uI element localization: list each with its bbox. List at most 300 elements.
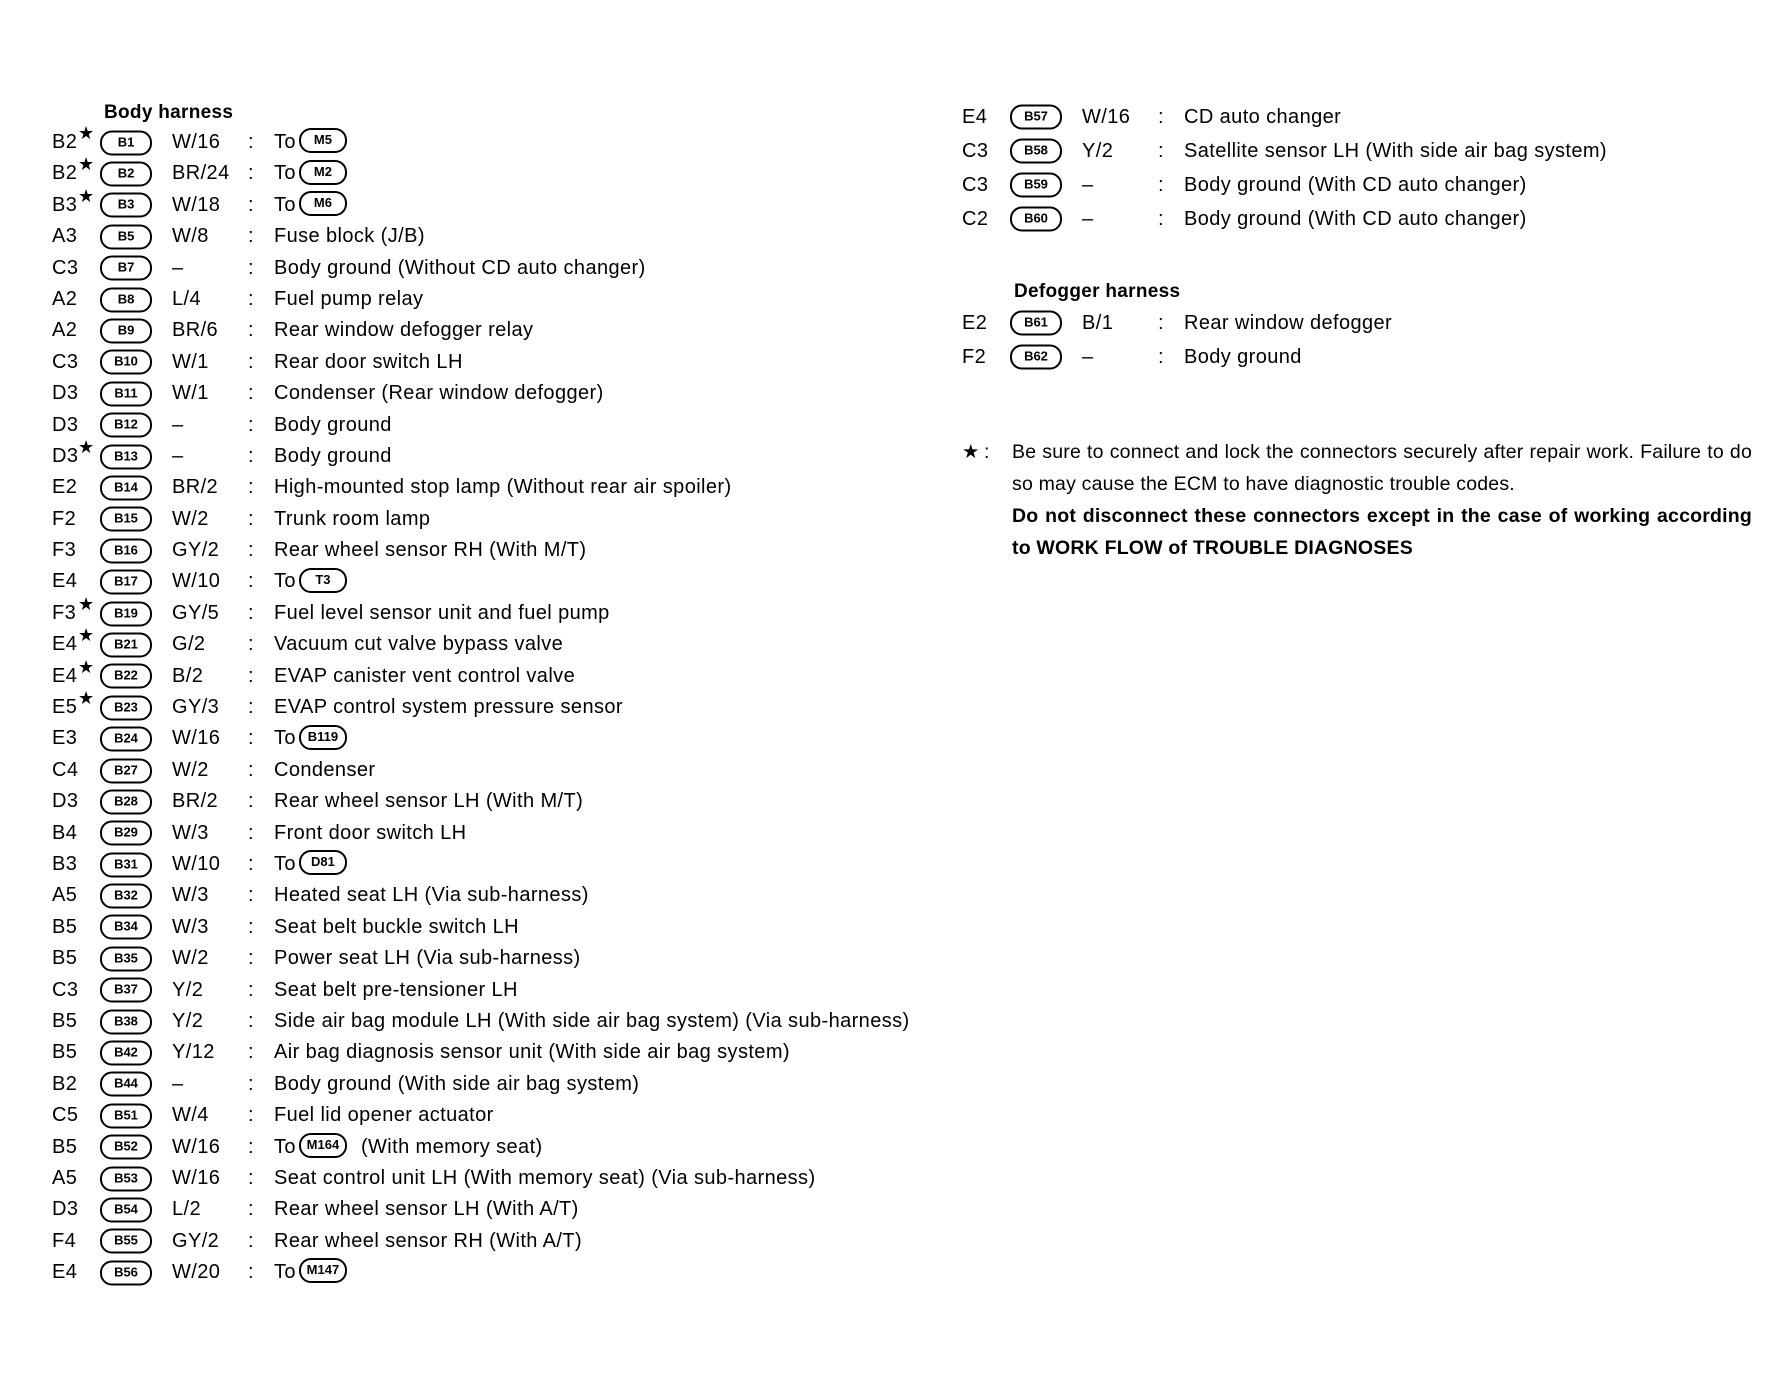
connector-row [52, 1132, 1012, 1163]
connector-row [52, 221, 1012, 252]
destination [1184, 340, 1302, 374]
wire-spec: GY/2 [172, 539, 220, 562]
connector-number: B60 [1010, 207, 1062, 232]
connector-number: B55 [100, 1229, 152, 1254]
destination [274, 566, 347, 597]
destination [274, 692, 623, 723]
destination-text: Body ground (With CD auto changer) [1184, 208, 1527, 230]
separator: : [1158, 312, 1164, 334]
destination-connector: B119 [299, 725, 347, 750]
separator: : [248, 193, 254, 216]
grid-location: E5 [52, 696, 78, 719]
connector-row [52, 912, 1012, 943]
separator: : [248, 162, 254, 185]
connector-number: B22 [100, 664, 152, 689]
wire-spec: BR/6 [172, 319, 219, 342]
grid-location: E4 [962, 106, 988, 128]
destination [274, 284, 423, 315]
connector-row [52, 436, 1012, 472]
grid-location: C4 [52, 758, 79, 781]
connector-number: B57 [1010, 105, 1062, 130]
grid-location: C3 [52, 350, 79, 373]
destination [274, 880, 589, 911]
connector-number: B2 [100, 162, 152, 187]
wire-spec: W/1 [172, 350, 209, 373]
separator: : [248, 947, 254, 970]
destination-text: Rear wheel sensor RH (With A/T) [274, 1229, 583, 1252]
separator: : [1158, 174, 1164, 196]
grid-location: D3 [52, 1198, 79, 1221]
grid-location: B5 [52, 915, 78, 938]
separator: : [1158, 140, 1164, 162]
wire-spec: W/1 [172, 382, 209, 405]
destination [274, 943, 581, 974]
destination-text: Rear window defogger [1184, 312, 1393, 334]
destination-text: Vacuum cut valve bypass valve [274, 633, 564, 656]
separator: : [248, 1198, 254, 1221]
connector-row [52, 1069, 1012, 1100]
connector-number: B8 [100, 287, 152, 312]
star-icon: ★ [78, 593, 95, 614]
destination [1184, 168, 1527, 202]
connector-row [52, 818, 1012, 849]
wire-spec: G/2 [172, 633, 206, 656]
destination [1184, 100, 1341, 134]
star-icon: ★ [962, 441, 980, 463]
separator: : [248, 476, 254, 499]
wire-spec: W/2 [172, 507, 209, 530]
wire-spec: W/16 [172, 131, 221, 153]
connector-number: B15 [100, 507, 152, 532]
destination [274, 472, 732, 503]
body-harness-list [52, 99, 1012, 1288]
separator: : [248, 915, 254, 938]
wire-spec: W/16 [172, 727, 221, 750]
grid-location: B5 [52, 1041, 78, 1064]
separator: : [248, 1009, 254, 1032]
separator: : [248, 696, 254, 719]
grid-location: F3 [52, 601, 77, 624]
defogger-harness-title: Defogger harness [1014, 281, 1181, 302]
destination-text: Fuse block (J/B) [274, 225, 425, 248]
destination [274, 786, 583, 817]
grid-location: E4 [52, 570, 78, 593]
destination-text: Body ground (With CD auto changer) [1184, 174, 1527, 196]
connector-row [962, 168, 1762, 202]
destination [274, 535, 586, 566]
connector-row [52, 472, 1012, 503]
connector-row [52, 284, 1012, 315]
wire-spec: L/2 [172, 1198, 202, 1221]
connector-row [52, 1037, 1012, 1068]
grid-location: E2 [52, 476, 78, 499]
destination-text: Rear door switch LH [274, 350, 463, 373]
separator: : [1158, 106, 1164, 128]
destination-text: High-mounted stop lamp (Without rear air spoiler) [274, 476, 732, 499]
wire-spec: W/3 [172, 821, 209, 844]
connector-number: B35 [100, 946, 152, 971]
grid-location: B2 [52, 1072, 78, 1095]
destination-text: To [274, 727, 296, 750]
star-icon: ★ [78, 154, 95, 175]
wire-spec: – [172, 256, 184, 279]
separator: : [248, 1261, 254, 1284]
destination-note: (With memory seat) [360, 1135, 543, 1158]
wire-spec: GY/3 [172, 696, 220, 719]
separator: : [248, 664, 254, 687]
connector-number: B61 [1010, 311, 1062, 336]
wire-spec: W/16 [172, 1166, 221, 1189]
wire-spec: W/8 [172, 225, 209, 248]
destination-connector: M5 [299, 128, 347, 153]
connector-warning-note [962, 436, 1762, 564]
destination-text: To [274, 852, 296, 875]
destination [274, 1100, 494, 1131]
destination-text: Rear wheel sensor RH (With M/T) [274, 539, 587, 562]
note-body [1012, 436, 1752, 564]
separator: : [248, 727, 254, 750]
wire-spec: BR/24 [172, 162, 230, 185]
connector-row [52, 880, 1012, 911]
destination [274, 1194, 579, 1225]
grid-location: B2 [52, 162, 78, 185]
destination-connector: M6 [299, 191, 347, 216]
separator: : [248, 382, 254, 405]
destination-text: Fuel level sensor unit and fuel pump [274, 601, 610, 624]
connector-number: B32 [100, 884, 152, 909]
right-column [962, 100, 1762, 564]
destination [274, 1037, 790, 1068]
wire-spec: W/18 [172, 193, 221, 216]
star-icon: ★ [78, 625, 95, 646]
destination [274, 912, 519, 943]
grid-location: D3 [52, 444, 79, 467]
wire-spec: GY/2 [172, 1229, 220, 1252]
destination [274, 818, 467, 849]
connector-number: B12 [100, 413, 152, 438]
body-harness-title: Body harness [104, 102, 234, 123]
defogger-harness-rows [962, 306, 1762, 374]
grid-location: E4 [52, 664, 78, 687]
destination [274, 1257, 347, 1288]
destination [274, 723, 347, 754]
connector-row [962, 134, 1762, 168]
connector-row [52, 1226, 1012, 1257]
separator: : [248, 1041, 254, 1064]
connector-number: B59 [1010, 173, 1062, 198]
destination [274, 755, 375, 786]
wire-spec: Y/2 [1082, 140, 1114, 162]
destination [274, 1069, 639, 1100]
connector-row [52, 1257, 1012, 1288]
connector-row [52, 123, 1012, 158]
grid-location: D3 [52, 790, 79, 813]
destination-connector: D81 [299, 850, 347, 875]
connector-row [52, 154, 1012, 189]
wire-spec: – [172, 413, 184, 436]
connector-number: B38 [100, 1009, 152, 1034]
wire-spec: – [1082, 174, 1094, 196]
connector-row [52, 656, 1012, 692]
separator: : [248, 444, 254, 467]
wire-spec: W/20 [172, 1261, 221, 1284]
grid-location: C3 [962, 140, 989, 162]
grid-location: B5 [52, 1009, 78, 1032]
destination-text: Seat control unit LH (With memory seat) (Via sub-harness) [274, 1166, 816, 1189]
grid-location: C3 [52, 256, 79, 279]
connector-row [52, 975, 1012, 1006]
star-icon: ★ [78, 123, 95, 143]
wire-spec: L/4 [172, 287, 202, 310]
connector-row [52, 566, 1012, 597]
connector-number: B13 [100, 444, 152, 469]
destination [274, 158, 347, 189]
destination [274, 127, 347, 158]
destination-text: Condenser (Rear window defogger) [274, 382, 604, 405]
wire-spec: W/16 [172, 1135, 221, 1158]
separator: : [248, 507, 254, 530]
destination-text: Body ground (With side air bag system) [274, 1072, 640, 1095]
wire-spec: W/4 [172, 1104, 209, 1127]
connector-row [52, 755, 1012, 786]
connector-number: B17 [100, 570, 152, 595]
separator: : [248, 1229, 254, 1252]
grid-location: B4 [52, 821, 78, 844]
destination-text: Side air bag module LH (With side air bag system) (Via sub-harness) [274, 1009, 910, 1032]
connector-row [52, 315, 1012, 346]
wire-spec: B/2 [172, 664, 204, 687]
grid-location: B5 [52, 1135, 78, 1158]
connector-number: B27 [100, 758, 152, 783]
wire-spec: W/10 [172, 852, 221, 875]
destination-text: Air bag diagnosis sensor unit (With side air bag system) [274, 1041, 790, 1064]
grid-location: B5 [52, 947, 78, 970]
destination-text: Seat belt pre-tensioner LH [274, 978, 518, 1001]
connector-number: B24 [100, 727, 152, 752]
destination [274, 1226, 582, 1257]
destination [274, 975, 518, 1006]
destination [274, 629, 563, 660]
grid-location: F3 [52, 539, 77, 562]
separator: : [248, 1135, 254, 1158]
destination [274, 1132, 543, 1163]
grid-location: B2 [52, 131, 78, 153]
connector-number: B62 [1010, 345, 1062, 370]
grid-location: E4 [52, 1261, 78, 1284]
separator: : [248, 256, 254, 279]
wire-spec: BR/2 [172, 790, 219, 813]
destination-text: To [274, 1135, 296, 1158]
note-text: Be sure to connect and lock the connectors securely after repair work. Failure to do so may cause the ECM to have diagnostic trouble codes. [1012, 441, 1752, 495]
connector-row [52, 723, 1012, 754]
grid-location: A5 [52, 1166, 78, 1189]
grid-location: E3 [52, 727, 78, 750]
wire-spec: W/3 [172, 884, 209, 907]
connector-number: B31 [100, 852, 152, 877]
separator: : [1158, 346, 1164, 368]
destination-text: Fuel lid opener actuator [274, 1104, 494, 1127]
separator: : [248, 225, 254, 248]
destination [274, 378, 604, 409]
body-harness-rows [52, 123, 1012, 1288]
separator: : [248, 350, 254, 373]
destination [274, 441, 392, 472]
connector-number: B16 [100, 538, 152, 563]
destination-text: Rear wheel sensor LH (With M/T) [274, 790, 584, 813]
defogger-harness-list [962, 278, 1762, 374]
grid-location: D3 [52, 413, 79, 436]
wire-spec: W/2 [172, 758, 209, 781]
connector-row [962, 202, 1762, 236]
connector-row [52, 849, 1012, 880]
grid-location: B3 [52, 193, 78, 216]
note-warning-text: Do not disconnect these connectors except in the case of working according to WORK FLOW of TROUBLE DIAGNOSES [1012, 505, 1752, 559]
destination-text: Rear window defogger relay [274, 319, 534, 342]
separator: : [248, 1104, 254, 1127]
note-colon: : [984, 441, 990, 463]
connector-number: B3 [100, 193, 152, 218]
connector-row [52, 1163, 1012, 1194]
connector-number: B23 [100, 695, 152, 720]
wire-spec: – [1082, 346, 1094, 368]
separator: : [248, 1072, 254, 1095]
destination [274, 190, 347, 221]
connector-number: B54 [100, 1197, 152, 1222]
destination [274, 347, 463, 378]
wire-spec: B/1 [1082, 312, 1114, 334]
connector-number: B58 [1010, 139, 1062, 164]
connector-row [52, 593, 1012, 629]
connector-row [52, 1100, 1012, 1131]
connector-row [52, 347, 1012, 378]
connector-number: B53 [100, 1166, 152, 1191]
separator: : [248, 884, 254, 907]
wire-spec: BR/2 [172, 476, 219, 499]
grid-location: F2 [962, 346, 987, 368]
destination [274, 315, 533, 346]
wire-spec: W/16 [1082, 106, 1131, 128]
destination-connector: T3 [299, 568, 347, 593]
connector-number: B19 [100, 601, 152, 626]
destination-text: To [274, 193, 296, 216]
wire-spec: Y/12 [172, 1041, 215, 1064]
star-icon: ★ [78, 656, 95, 677]
connector-number: B29 [100, 821, 152, 846]
grid-location: A5 [52, 884, 78, 907]
connector-row [52, 535, 1012, 566]
separator: : [1158, 208, 1164, 230]
wire-spec: Y/2 [172, 978, 204, 1001]
destination-text: Power seat LH (Via sub-harness) [274, 947, 581, 970]
connector-row [962, 340, 1762, 374]
star-icon: ★ [78, 185, 95, 206]
wire-spec: W/3 [172, 915, 209, 938]
connector-number: B34 [100, 915, 152, 940]
destination [1184, 134, 1607, 168]
destination-text: EVAP canister vent control valve [274, 664, 576, 687]
destination-text: To [274, 162, 296, 185]
connector-row [52, 378, 1012, 409]
connector-number: B56 [100, 1260, 152, 1285]
grid-location: A3 [52, 225, 78, 248]
separator: : [248, 852, 254, 875]
destination-text: Front door switch LH [274, 821, 467, 844]
separator: : [248, 287, 254, 310]
connector-row [52, 504, 1012, 535]
separator: : [248, 633, 254, 656]
connector-number: B28 [100, 789, 152, 814]
connector-number: B42 [100, 1041, 152, 1066]
grid-location: C3 [962, 174, 989, 196]
destination-text: To [274, 570, 296, 593]
connector-number: B21 [100, 632, 152, 657]
connector-row [52, 943, 1012, 974]
grid-location: C2 [962, 208, 989, 230]
connector-row [52, 688, 1012, 723]
separator: : [248, 319, 254, 342]
connector-number: B44 [100, 1072, 152, 1097]
connector-row [52, 625, 1012, 660]
destination-text: Seat belt buckle switch LH [274, 915, 519, 938]
wire-spec: – [172, 444, 184, 467]
wire-spec: W/2 [172, 947, 209, 970]
destination [274, 1006, 910, 1037]
connector-row [52, 410, 1012, 441]
star-icon: ★ [78, 436, 95, 457]
wire-spec: W/10 [172, 570, 221, 593]
connector-row [52, 1194, 1012, 1225]
separator: : [248, 790, 254, 813]
destination-connector: M164 [299, 1133, 347, 1158]
connector-row [962, 306, 1762, 340]
grid-location: C3 [52, 978, 79, 1001]
wire-spec: – [172, 1072, 184, 1095]
separator: : [248, 978, 254, 1001]
destination-text: Condenser [274, 758, 376, 781]
destination-text: Body ground [1184, 346, 1302, 368]
grid-location: F2 [52, 507, 77, 530]
separator: : [248, 758, 254, 781]
destination [274, 1163, 816, 1194]
destination [274, 504, 430, 535]
connector-number: B11 [100, 381, 152, 406]
grid-location: D3 [52, 382, 79, 405]
destination-text: Heated seat LH (Via sub-harness) [274, 884, 589, 907]
connector-number: B10 [100, 350, 152, 375]
separator: : [248, 1166, 254, 1189]
destination-text: To [274, 1261, 296, 1284]
destination [274, 221, 425, 252]
destination [274, 849, 347, 880]
grid-location: A2 [52, 319, 78, 342]
destination [274, 253, 646, 284]
grid-location: A2 [52, 287, 78, 310]
destination [274, 661, 575, 692]
wire-spec: – [1082, 208, 1094, 230]
connector-number: B1 [100, 130, 152, 155]
separator: : [248, 821, 254, 844]
connector-row [962, 100, 1762, 134]
destination-text: CD auto changer [1184, 106, 1342, 128]
separator: : [248, 570, 254, 593]
destination [274, 598, 610, 629]
grid-location: E2 [962, 312, 988, 334]
destination-text: Satellite sensor LH (With side air bag system) [1184, 140, 1607, 162]
connector-row [52, 253, 1012, 284]
destination [1184, 306, 1392, 340]
connector-row [52, 786, 1012, 817]
destination-text: Body ground (Without CD auto changer) [274, 256, 646, 279]
